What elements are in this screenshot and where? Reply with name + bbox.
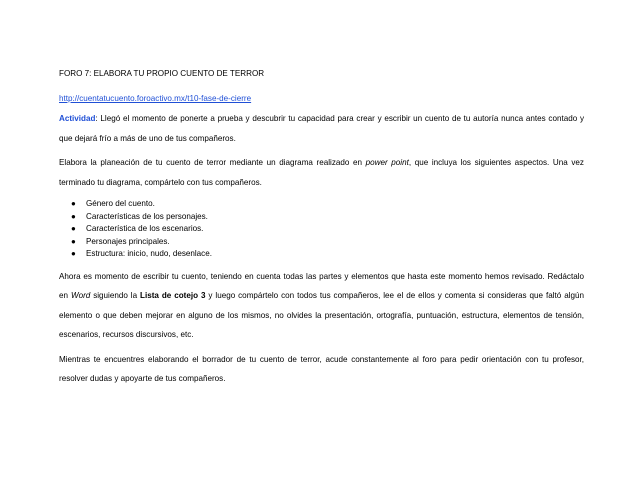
- planning-tool: power point: [365, 158, 409, 167]
- writing-word: Word: [70, 291, 91, 301]
- writing-text-2: siguiendo la: [90, 291, 141, 301]
- list-item-text: Personajes principales.: [86, 236, 170, 246]
- bullet-icon: ●: [71, 236, 76, 246]
- bullet-icon: ●: [71, 211, 76, 221]
- closing-paragraph: Mientras te encuentres elaborando el borrador de tu cuento de terror, acude constantemente al foro para pedir orientación con tu profesor, resolver dudas y apoyarte de tus compañeros.: [59, 354, 584, 384]
- list-item: [71, 236, 584, 249]
- planning-text-start: Elabora la planeación de tu cuento de terror mediante un diagrama realizado en: [59, 158, 366, 167]
- list-item: [71, 198, 584, 211]
- document-page: [59, 69, 584, 394]
- list-item-text: Característica de los escenarios.: [86, 224, 204, 234]
- bullet-icon: ●: [71, 199, 76, 208]
- list-item-text: Características de los personajes.: [86, 211, 208, 221]
- list-item: [71, 223, 584, 236]
- planning-text-end: , que incluya los siguientes aspectos. Una vez terminado tu diagrama, compártelo con tus compañeros.: [59, 158, 584, 187]
- activity-paragraph: [59, 109, 584, 148]
- activity-label: Actividad: [59, 114, 96, 123]
- writing-checklist: Lista de cotejo 3: [140, 291, 206, 301]
- activity-text: : Llegó el momento de ponerte a prueba y descubrir tu capacidad para crear y escribir un cuento de tu autoría nunca antes contado y que dejará frío a más de uno de tus compañeros.: [59, 114, 584, 143]
- bullet-icon: ●: [71, 224, 76, 234]
- forum-title: FORO 7: ELABORA TU PROPIO CUENTO DE TERROR: [59, 69, 265, 78]
- writing-paragraph: [59, 267, 584, 345]
- list-item-text: Género del cuento.: [86, 199, 155, 208]
- list-item: [71, 211, 584, 224]
- writing-text-3: y luego compártelo con todos tus compañeros, lee el de ellos y comenta si consideras que faltó algún elemento o que deben mejorar en alguno de los mismos, no olvides la presentación, ortografía, puntuación, estructura, elementos de tensión, escenarios, recursos discursivos, etc.: [59, 291, 584, 340]
- bullet-icon: ●: [71, 249, 76, 259]
- aspects-list: [59, 198, 584, 261]
- writing-text-1: Ahora es momento de escribir tu cuento, teniendo en cuenta todas las partes y elementos que hasta este momento hemos revisado. Redáctalo en: [59, 271, 584, 301]
- planning-paragraph: [59, 153, 584, 192]
- list-item: [71, 248, 584, 261]
- forum-link[interactable]: http://cuentatucuento.foroactivo.mx/t10-fase-de-cierre: [59, 94, 252, 103]
- list-item-text: Estructura: inicio, nudo, desenlace.: [86, 249, 212, 259]
